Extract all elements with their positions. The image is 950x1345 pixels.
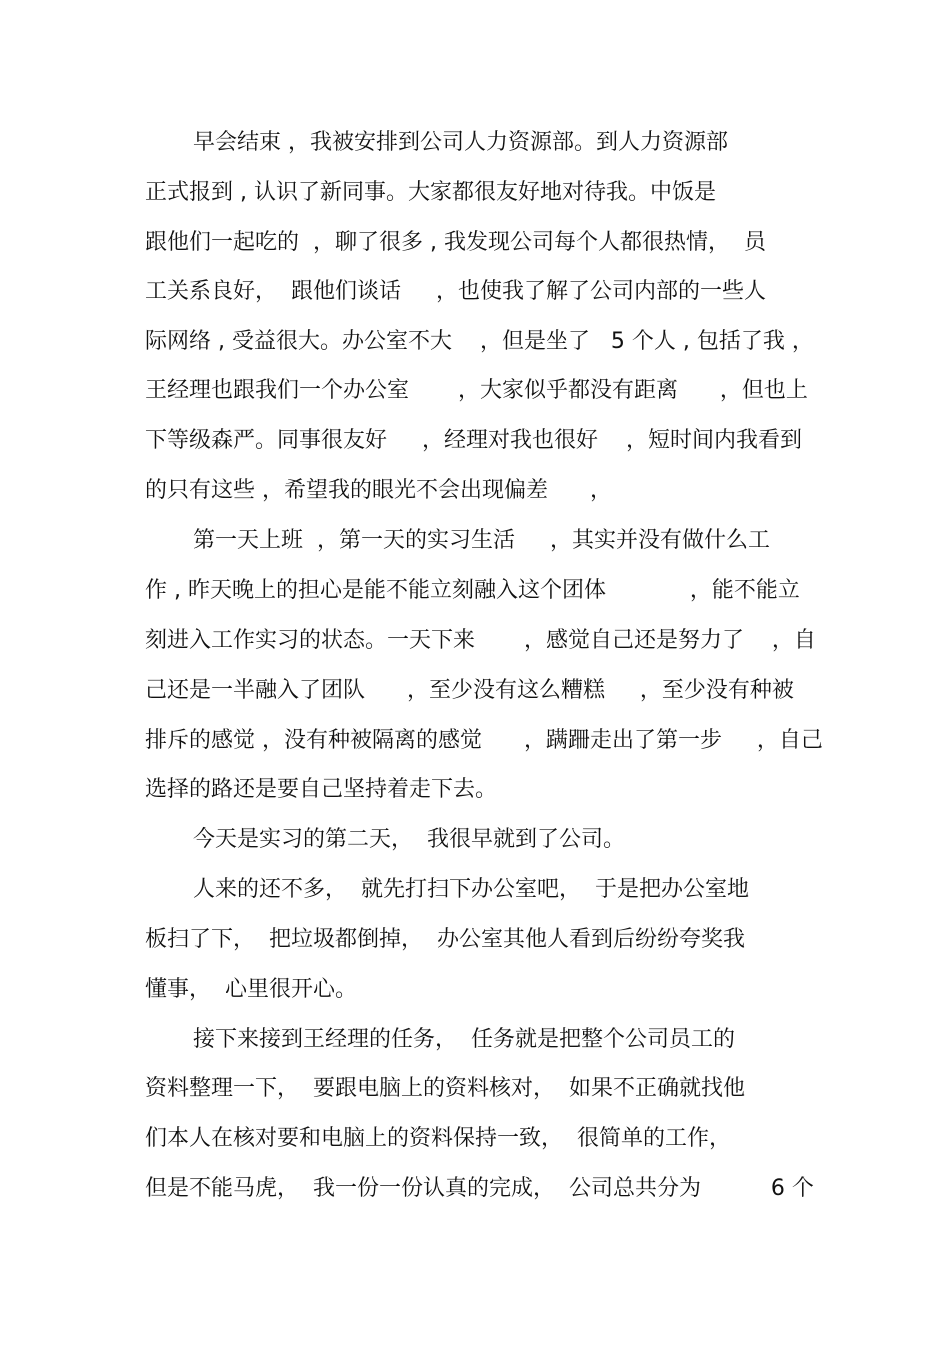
text-line: 际网络 , 受益很大。办公室不大 ，但是坐了 5 个人 , 包括了我 ， bbox=[145, 329, 814, 354]
text-line: 资料整理一下， 要跟电脑上的资料核对， 如果不正确就找他 bbox=[145, 1076, 745, 1101]
text-line: 早会结束 ，我被安排到公司人力资源部。到人力资源部 bbox=[193, 130, 728, 155]
text-line: 第一天上班 ，第一天的实习生活 ，其实并没有做什么工 bbox=[193, 528, 770, 553]
text-line: 人来的还不多， 就先打扫下办公室吧， 于是把办公室地 bbox=[193, 877, 749, 902]
text-line: 排斥的感觉 ，没有种被隔离的感觉 ，蹒跚走出了第一步 ，自己 bbox=[145, 728, 823, 753]
text-line: 们本人在核对要和电脑上的资料保持一致， 很简单的工作， bbox=[145, 1126, 731, 1151]
text-line: 板扫了下， 把垃圾都倒掉， 办公室其他人看到后纷纷夸奖我 bbox=[145, 927, 745, 952]
text-line: 的只有这些 ，希望我的眼光不会出现偏差 ， bbox=[145, 478, 612, 503]
text-line: 工关系良好， 跟他们谈话 ，也使我了解了公司内部的一些人 bbox=[145, 279, 766, 304]
text-line: 正式报到 , 认识了新同事。大家都很友好地对待我。中饭是 bbox=[145, 180, 716, 205]
text-line: 选择的路还是要自己坚持着走下去。 bbox=[145, 777, 498, 802]
text-line: 但是不能马虎， 我一份一份认真的完成， 公司总共分为 6 个 bbox=[145, 1176, 814, 1201]
text-line: 接下来接到王经理的任务， 任务就是把整个公司员工的 bbox=[193, 1027, 735, 1052]
text-line: 己还是一半融入了团队 ，至少没有这么糟糕 ，至少没有种被 bbox=[145, 678, 794, 703]
text-line: 下等级森严。同事很友好 ，经理对我也很好 ，短时间内我看到 bbox=[145, 428, 802, 453]
text-line: 跟他们一起吃的 ，聊了很多 , 我发现公司每个人都很热情， 员 bbox=[145, 230, 766, 255]
text-line: 作 , 昨天晚上的担心是能不能立刻融入这个团体 ，能不能立 bbox=[145, 578, 800, 603]
text-line: 懂事， 心里很开心。 bbox=[145, 977, 357, 1002]
text-line: 王经理也跟我们一个办公室 ，大家似乎都没有距离 ，但也上 bbox=[145, 378, 808, 403]
text-line: 刻进入工作实习的状态。一天下来 ，感觉自己还是努力了 ，自 bbox=[145, 628, 816, 653]
text-line: 今天是实习的第二天， 我很早就到了公司。 bbox=[193, 827, 625, 852]
